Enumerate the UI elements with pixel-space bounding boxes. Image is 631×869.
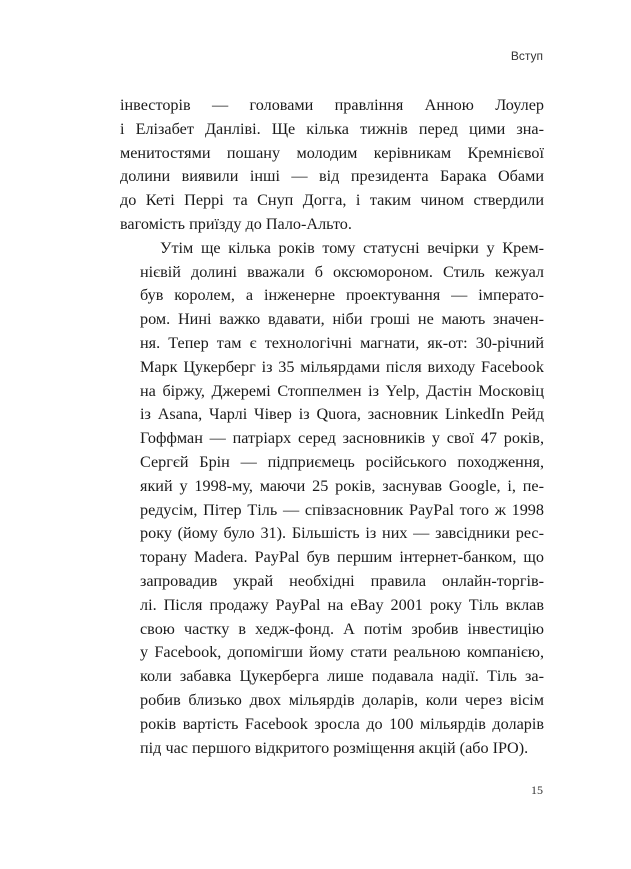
- text-line: робив близько двох мільярдів доларів, коли через вісім: [140, 690, 544, 709]
- text-line: Утім ще кілька років тому статусні вечірки у Крем-: [160, 238, 544, 257]
- text-line: торану Madera. PayPal був першим інтернет-банком, що: [140, 548, 544, 567]
- text-line: запровадив украй необхідні правила онлайн-торгів-: [140, 571, 544, 590]
- running-header: Вступ: [510, 49, 543, 63]
- text-line: Гоффман — патріарх серед засновників у свої 47 років,: [140, 429, 544, 448]
- text-line: лі. Після продажу PayPal на eBay 2001 року Тіль вклав: [140, 595, 544, 614]
- text-line: який у 1998-му, маючи 25 років, заснував Google, і, пе-: [140, 476, 544, 495]
- text-line: року (йому було 31). Більшість із них — завсідники рес-: [140, 524, 544, 543]
- text-line: коли забавка Цукерберга лише подавала надії. Тіль за-: [140, 667, 544, 686]
- text-line: Сергєй Брін — підприємець російського походження,: [140, 452, 544, 471]
- text-line: Марк Цукерберг із 35 мільярдами після виходу Facebook: [140, 357, 544, 376]
- text-line: свою частку в хедж-фонд. А потім зробив інвестицію: [140, 619, 544, 638]
- page-number: 15: [531, 783, 543, 797]
- paragraph-1: [120, 94, 544, 237]
- body-text: [120, 94, 544, 760]
- text-line: із Asana, Чарлі Чівер із Quora, засновник LinkedIn Рейд: [140, 405, 544, 424]
- text-line: редусім, Пітер Тіль — співзасновник PayPal того ж 1998: [140, 500, 544, 519]
- text-line: на біржу, Джеремі Стоппелмен із Yelp, Дастін Московіц: [140, 381, 544, 400]
- text-line: менитостями пошану молодим керівникам Кремнієвої: [120, 143, 544, 162]
- text-line: був королем, а інженерне проектування — імперато-: [140, 286, 544, 305]
- text-line: вагомість приїзду до Пало-Альто.: [120, 214, 352, 233]
- text-line: долини виявили інші — від президента Барака Обами: [120, 167, 544, 186]
- text-line: нієвій долині вважали б оксюмороном. Стиль кежуал: [140, 262, 544, 281]
- text-line: ром. Нині важко вдавати, ніби гроші не мають значен-: [140, 310, 544, 329]
- text-line: і Елізабет Данліві. Ще кілька тижнів перед цими зна-: [120, 119, 544, 138]
- text-line: під час першого відкритого розміщення акцій (або IPO).: [140, 738, 529, 757]
- text-line: років вартість Facebook зросла до 100 мільярдів доларів: [140, 714, 544, 733]
- text-line: у Facebook, допомігши йому стати реальною компанією,: [140, 643, 544, 662]
- text-line: до Кеті Перрі та Снуп Догга, і таким чином ствердили: [120, 191, 544, 210]
- text-line: інвесторів — головами правління Анною Лоулер: [120, 96, 544, 114]
- paragraph-2: [120, 237, 544, 761]
- text-line: ня. Тепер там є технологічні магнати, як-от: 30-річний: [140, 333, 544, 352]
